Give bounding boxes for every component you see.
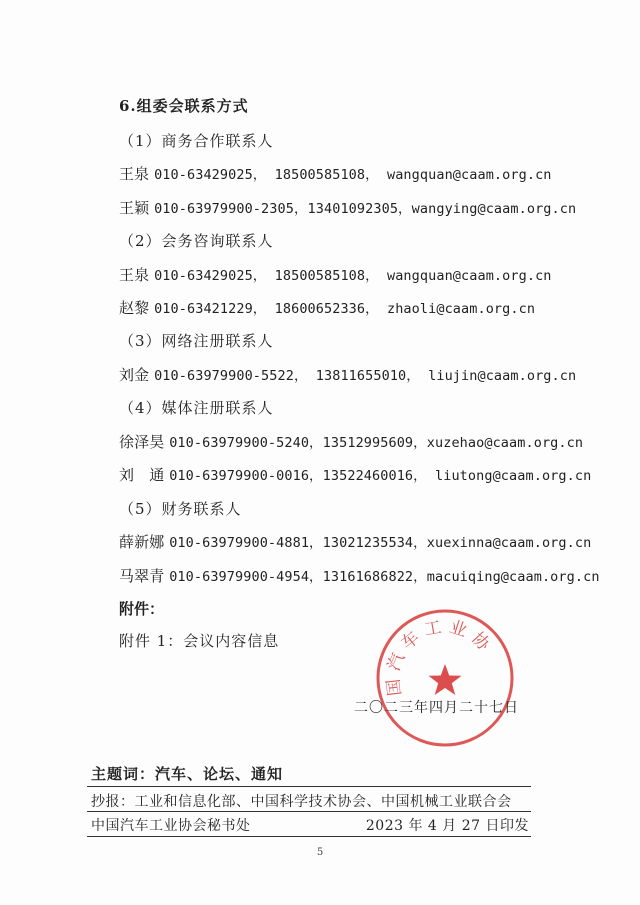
attachment-item: 附件 1：会议内容信息 bbox=[119, 632, 280, 650]
divider bbox=[87, 811, 531, 812]
seal-text: 国汽车工业协 bbox=[383, 616, 498, 698]
issuer: 中国汽车工业协会秘书处 bbox=[91, 818, 251, 834]
divider bbox=[87, 786, 531, 787]
print-date: 2023 年 4 月 27 日印发 bbox=[365, 818, 529, 834]
contact-details: 010-63979900-5240，13512995609，xuzehao@caam.org.cn bbox=[169, 435, 584, 451]
group-heading: （3）网络注册联系人 bbox=[119, 332, 274, 350]
subject-terms: 主题词：汽车、论坛、通知 bbox=[91, 765, 284, 783]
attachments-title: 附件： bbox=[119, 600, 165, 618]
contact-details: 010-63421229， 18600652336， zhaoli@caam.org.cn bbox=[154, 301, 536, 317]
page-number: 5 bbox=[316, 847, 324, 858]
group-heading: （1）商务合作联系人 bbox=[119, 132, 274, 150]
contact-name: 王泉 bbox=[119, 266, 150, 284]
contact-line bbox=[119, 464, 591, 485]
divider bbox=[87, 836, 531, 837]
contact-name: 徐泽昊 bbox=[119, 433, 165, 451]
group-heading: （4）媒体注册联系人 bbox=[119, 399, 274, 417]
contact-name: 赵黎 bbox=[119, 299, 150, 317]
contact-line bbox=[119, 197, 576, 218]
contact-line bbox=[119, 431, 583, 452]
section-title: 6.组委会联系方式 bbox=[119, 97, 249, 115]
contact-name: 王颖 bbox=[119, 199, 150, 217]
contact-details: 010-63979900-5522， 13811655010， liujin@caam.org.cn bbox=[154, 368, 577, 384]
contact-name: 王泉 bbox=[119, 165, 150, 183]
contact-name: 刘金 bbox=[119, 366, 150, 384]
contact-details: 010-63979900-4954，13161686822，macuiqing@caam.org.cn bbox=[169, 569, 600, 585]
contact-details: 010-63429025， 18500585108， wangquan@caam.org.cn bbox=[154, 167, 552, 183]
contact-line bbox=[119, 565, 600, 586]
official-seal-icon bbox=[374, 607, 516, 749]
contact-details: 010-63979900-0016，13522460016， liutong@caam.org.cn bbox=[169, 468, 592, 484]
contact-name: 刘 通 bbox=[119, 466, 165, 484]
contact-line bbox=[119, 531, 591, 552]
contact-name: 马翠青 bbox=[119, 567, 165, 585]
cc-line: 抄报：工业和信息化部、中国科学技术协会、中国机械工业联合会 bbox=[91, 794, 512, 810]
contact-name: 薛新娜 bbox=[119, 533, 165, 551]
contact-line bbox=[119, 364, 576, 385]
group-heading: （5）财务联系人 bbox=[119, 500, 242, 518]
contact-line bbox=[119, 297, 535, 318]
contact-line bbox=[119, 264, 552, 285]
contact-details: 010-63979900-4881，13021235534，xuexinna@caam.org.cn bbox=[169, 535, 592, 551]
group-heading: （2）会务咨询联系人 bbox=[119, 232, 274, 250]
contact-line bbox=[119, 163, 552, 184]
signature-date: 二〇二三年四月二十七日 bbox=[354, 700, 519, 716]
contact-details: 010-63429025， 18500585108， wangquan@caam.org.cn bbox=[154, 268, 552, 284]
contact-details: 010-63979900-2305，13401092305，wangying@caam.org.cn bbox=[154, 201, 577, 217]
